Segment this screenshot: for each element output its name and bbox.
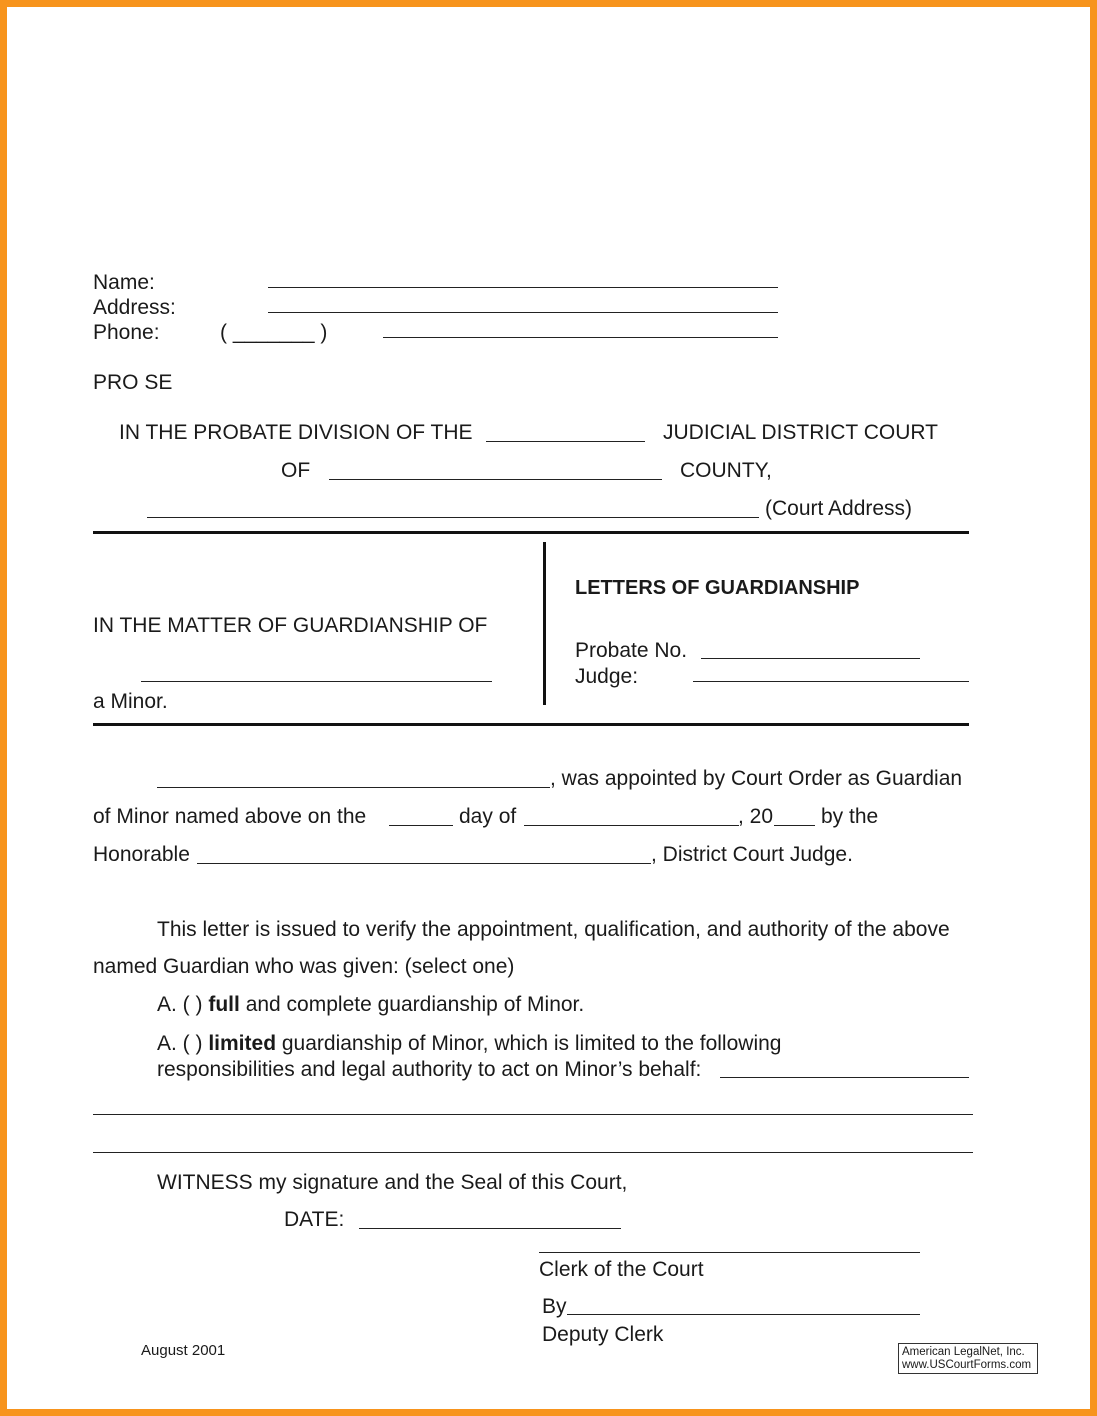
option-limited-checkbox[interactable]: A. ( ) (157, 1032, 203, 1055)
court-of-label: OF (281, 459, 311, 482)
by-label: By (542, 1295, 567, 1318)
caption-bottom-rule (93, 723, 969, 726)
stamp-line-1: American LegalNet, Inc. (902, 1346, 1025, 1358)
appointment-year-prefix: , 20 (738, 805, 774, 828)
name-label: Name: (93, 271, 155, 294)
limited-authority-line-3[interactable] (93, 1152, 973, 1153)
appointment-text-1: , was appointed by Court Order as Guardian (550, 767, 963, 790)
minor-name-field[interactable] (141, 681, 492, 682)
court-line-1-a: IN THE PROBATE DIVISION OF THE (119, 421, 473, 444)
phone-number-field[interactable] (383, 337, 778, 338)
option-full-bold: full (208, 993, 240, 1016)
option-full-checkbox[interactable]: A. ( ) (157, 993, 203, 1016)
month-field[interactable] (524, 825, 739, 826)
limited-authority-line-2[interactable] (93, 1114, 973, 1115)
limited-authority-field[interactable] (720, 1077, 969, 1078)
judge-label: Judge: (575, 665, 639, 688)
appointment-text-2: of Minor named above on the (93, 805, 367, 828)
verification-text-2: named Guardian who was given: (select one) (93, 955, 515, 978)
year-field[interactable] (774, 825, 815, 826)
option-limited-line-2: responsibilities and legal authority to act on Minor’s behalf: (157, 1058, 702, 1081)
judge-field[interactable] (693, 681, 969, 682)
option-limited-text: guardianship of Minor, which is limited to the following (281, 1032, 782, 1055)
footer-date: August 2001 (141, 1342, 226, 1359)
probate-no-label: Probate No. (575, 639, 688, 662)
county-field[interactable] (329, 479, 662, 480)
matter-label: IN THE MATTER OF GUARDIANSHIP OF (93, 614, 488, 637)
honorable-judge-field[interactable] (197, 863, 651, 864)
deputy-clerk-label: Deputy Clerk (542, 1323, 664, 1346)
publisher-stamp (898, 1343, 1038, 1374)
caption-divider (543, 542, 546, 705)
stamp-line-2: www.USCourtForms.com (902, 1359, 1032, 1371)
day-field[interactable] (389, 825, 453, 826)
appointment-day-of: day of (459, 805, 517, 828)
phone-label: Phone: (93, 321, 160, 344)
clerk-label: Clerk of the Court (539, 1258, 704, 1281)
minor-label: a Minor. (93, 690, 168, 713)
deputy-signature-line[interactable] (567, 1314, 920, 1315)
document-title: LETTERS OF GUARDIANSHIP (575, 577, 860, 599)
probate-no-field[interactable] (701, 658, 920, 659)
date-field[interactable] (359, 1228, 621, 1229)
option-limited-bold: limited (208, 1032, 277, 1055)
guardian-name-field[interactable] (157, 787, 550, 788)
phone-area-code-field[interactable]: ( _______ ) (220, 321, 328, 344)
court-line-1-b: JUDICIAL DISTRICT COURT (663, 421, 938, 444)
court-address-label: (Court Address) (765, 497, 913, 520)
court-address-field[interactable] (147, 517, 759, 518)
appointment-by-the: by the (821, 805, 879, 828)
option-full-text: and complete guardianship of Minor. (245, 993, 585, 1016)
district-judge-label: , District Court Judge. (651, 843, 853, 866)
pro-se-label: PRO SE (93, 371, 173, 394)
address-label: Address: (93, 296, 176, 319)
option-full[interactable] (157, 993, 584, 1017)
county-label: COUNTY, (680, 459, 772, 482)
caption-top-rule (93, 531, 969, 534)
district-number-field[interactable] (486, 441, 645, 442)
witness-text: WITNESS my signature and the Seal of this Court, (157, 1171, 628, 1194)
address-field[interactable] (268, 312, 778, 313)
date-label: DATE: (284, 1208, 345, 1231)
option-limited[interactable] (157, 1032, 781, 1056)
name-field[interactable] (268, 287, 778, 288)
verification-text-1: This letter is issued to verify the appointment, qualification, and authority of the above (157, 918, 950, 941)
clerk-signature-line[interactable] (539, 1252, 920, 1253)
honorable-label: Honorable (93, 843, 190, 866)
